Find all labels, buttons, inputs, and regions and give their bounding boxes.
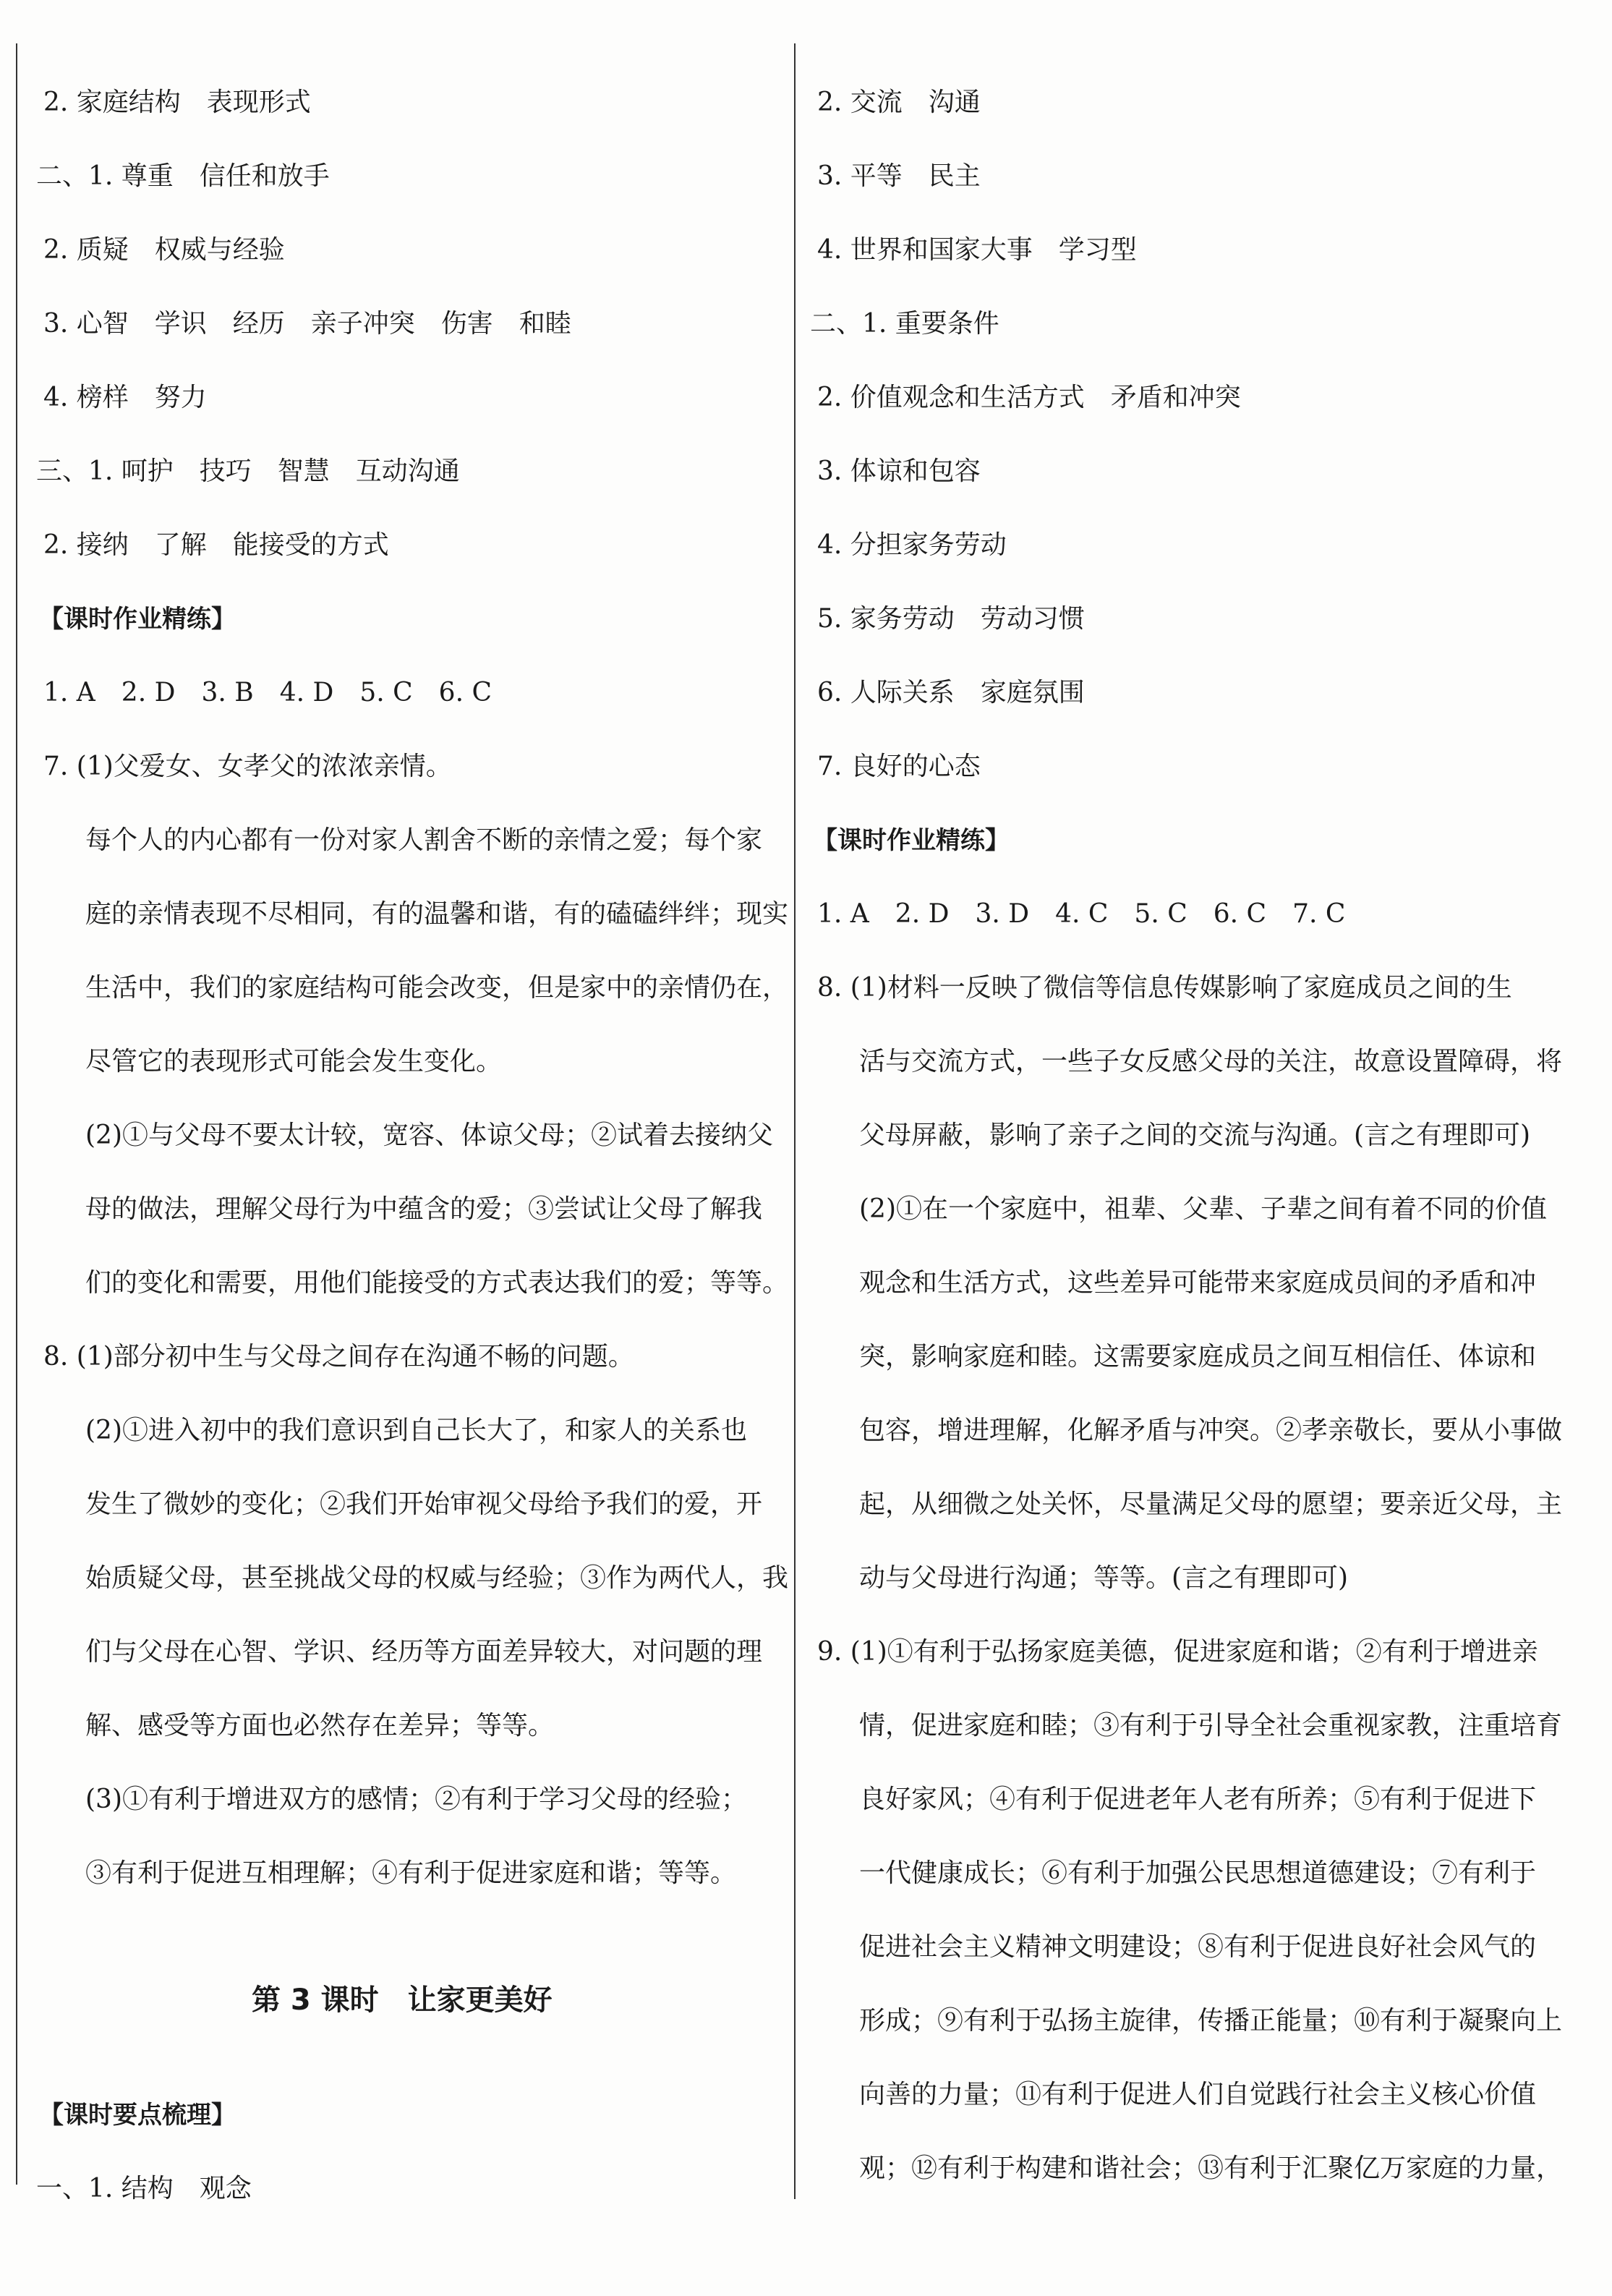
answer-line: 二、1. 重要条件 [810, 309, 999, 339]
answer-line: 9. (1)①有利于弘扬家庭美德，促进家庭和谐；②有利于增进亲 [817, 1637, 1538, 1667]
left-margin-rule [16, 43, 17, 2185]
section-heading: 【课时作业精练】 [39, 605, 236, 634]
answer-line: 二、1. 尊重 信任和放手 [36, 161, 330, 191]
answer-line: 形成；⑨有利于弘扬主旋律，传播正能量；⑩有利于凝聚向上 [859, 2006, 1563, 2036]
answer-line: 7. 良好的心态 [817, 752, 981, 781]
answer-line: 2. 交流 沟通 [817, 88, 981, 117]
answer-line: 4. 榜样 努力 [43, 383, 207, 412]
answer-line: 观；⑫有利于构建和谐社会；⑬有利于汇聚亿万家庭的力量， [859, 2153, 1563, 2183]
answer-line: 三、1. 呵护 技巧 智慧 互动沟通 [36, 456, 460, 486]
answer-line: 3. 心智 学识 经历 亲子冲突 伤害 和睦 [43, 309, 571, 339]
answer-line: (2)①在一个家庭中，祖辈、父辈、子辈之间有着不同的价值 [859, 1194, 1547, 1224]
answer-line: 们的变化和需要，用他们能接受的方式表达我们的爱；等等。 [85, 1268, 789, 1298]
answer-line: 突，影响家庭和睦。这需要家庭成员之间互相信任、体谅和 [859, 1342, 1537, 1372]
section-heading: 【课时作业精练】 [813, 826, 1010, 855]
answer-line: 发生了微妙的变化；②我们开始审视父母给予我们的爱，开 [85, 1489, 763, 1519]
answer-line: 2. 质疑 权威与经验 [43, 235, 285, 265]
answer-line: 起，从细微之处关怀，尽量满足父母的愿望；要亲近父母，主 [859, 1489, 1563, 1519]
answer-line: 母的做法，理解父母行为中蕴含的爱；③尝试让父母了解我 [85, 1194, 763, 1224]
answer-line: 7. (1)父爱女、女孝父的浓浓亲情。 [43, 752, 452, 781]
answer-line: 良好家风；④有利于促进老年人老有所养；⑤有利于促进下 [859, 1785, 1537, 1814]
choice-answers: 1. A 2. D 3. B 4. D 5. C 6. C [43, 678, 492, 707]
answer-line: 4. 世界和国家大事 学习型 [817, 235, 1137, 265]
answer-line: 庭的亲情表现不尽相同，有的温馨和谐，有的磕磕绊绊；现实 [85, 899, 789, 929]
answer-line: 向善的力量；⑪有利于促进人们自觉践行社会主义核心价值 [859, 2080, 1537, 2109]
answer-line: 2. 价值观念和生活方式 矛盾和冲突 [817, 383, 1241, 412]
answer-line: 2. 家庭结构 表现形式 [43, 88, 311, 117]
answer-line: 6. 人际关系 家庭氛围 [817, 678, 1085, 707]
answer-line: 父母屏蔽，影响了亲子之间的交流与沟通。(言之有理即可) [859, 1121, 1531, 1150]
column-divider [794, 43, 796, 2199]
answer-line: 一、1. 结构 观念 [36, 2174, 252, 2203]
answer-line: 每个人的内心都有一份对家人割舍不断的亲情之爱；每个家 [85, 825, 763, 855]
section-heading: 【课时要点梳理】 [39, 2101, 236, 2130]
answer-line: (3)①有利于增进双方的感情；②有利于学习父母的经验； [85, 1785, 747, 1814]
answer-line: 观念和生活方式，这些差异可能带来家庭成员间的矛盾和冲 [859, 1268, 1537, 1298]
answer-line: 们与父母在心智、学识、经历等方面差异较大，对问题的理 [85, 1637, 763, 1667]
answer-line: 生活中，我们的家庭结构可能会改变，但是家中的亲情仍在， [85, 973, 789, 1003]
answer-line: ③有利于促进互相理解；④有利于促进家庭和谐；等等。 [85, 1858, 737, 1888]
answer-line: (2)①进入初中的我们意识到自己长大了，和家人的关系也 [85, 1416, 747, 1445]
choice-answers: 1. A 2. D 3. D 4. C 5. C 6. C 7. C [817, 899, 1346, 929]
lesson-title: 第 3 课时 让家更美好 [252, 1984, 553, 2017]
answer-line: 3. 平等 民主 [817, 161, 981, 191]
answer-line: 尽管它的表现形式可能会发生变化。 [85, 1047, 503, 1076]
answer-line: 动与父母进行沟通；等等。(言之有理即可) [859, 1563, 1349, 1593]
answer-line: (2)①与父母不要太计较，宽容、体谅父母；②试着去接纳父 [85, 1121, 773, 1150]
answer-line: 3. 体谅和包容 [817, 456, 981, 486]
answer-line: 解、感受等方面也必然存在差异；等等。 [85, 1711, 555, 1740]
answer-line: 4. 分担家务劳动 [817, 530, 1007, 560]
answer-line: 8. (1)部分初中生与父母之间存在沟通不畅的问题。 [43, 1342, 634, 1372]
answer-line: 促进社会主义精神文明建设；⑧有利于促进良好社会风气的 [859, 1932, 1537, 1962]
answer-line: 始质疑父母，甚至挑战父母的权威与经验；③作为两代人，我 [85, 1563, 789, 1593]
answer-line: 2. 接纳 了解 能接受的方式 [43, 530, 389, 560]
answer-line: 一代健康成长；⑥有利于加强公民思想道德建设；⑦有利于 [859, 1858, 1537, 1888]
answer-line: 5. 家务劳动 劳动习惯 [817, 604, 1085, 634]
answer-line: 包容，增进理解，化解矛盾与冲突。②孝亲敬长，要从小事做 [859, 1416, 1563, 1445]
answer-line: 8. (1)材料一反映了微信等信息传媒影响了家庭成员之间的生 [817, 973, 1512, 1003]
answer-line: 活与交流方式，一些子女反感父母的关注，故意设置障碍，将 [859, 1047, 1563, 1076]
answer-line: 情，促进家庭和睦；③有利于引导全社会重视家教，注重培育 [859, 1711, 1563, 1740]
